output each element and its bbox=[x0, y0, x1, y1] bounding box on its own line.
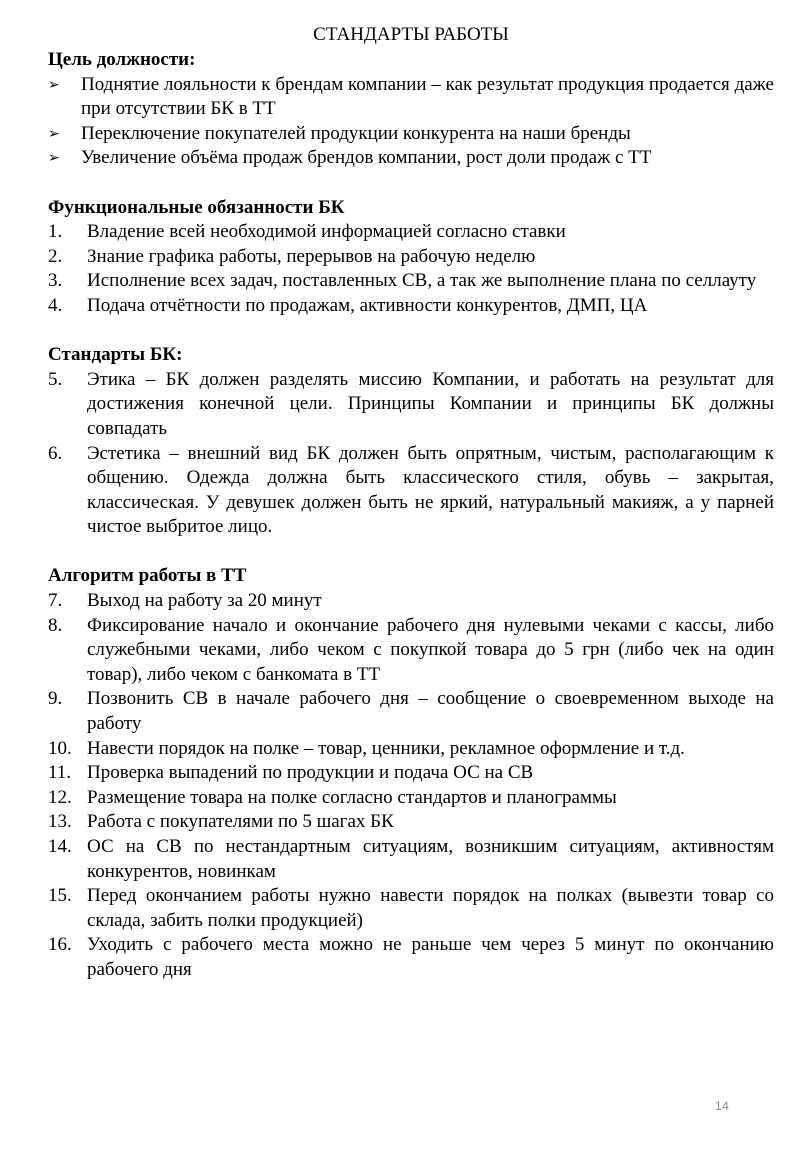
list-item bbox=[48, 614, 774, 688]
list-item bbox=[48, 884, 774, 933]
item-text: Работа с покупателями по 5 шагах БК bbox=[87, 811, 394, 833]
item-number: 5. bbox=[48, 368, 63, 390]
item-text: Знание графика работы, перерывов на рабочую неделю bbox=[87, 245, 536, 267]
item-text: Подача отчётности по продажам, активности конкурентов, ДМП, ЦА bbox=[87, 294, 648, 316]
list-item bbox=[48, 269, 774, 294]
item-number: 1. bbox=[48, 221, 63, 243]
page-title: СТАНДАРТЫ РАБОТЫ bbox=[313, 24, 509, 45]
item-number: 10. bbox=[48, 737, 72, 759]
list-item bbox=[48, 810, 774, 835]
arrowhead-bullet-icon: ➢ bbox=[48, 125, 60, 142]
goal-item: ➢ Поднятие лояльности к брендам компании – как результат продукция продается даже при отсутствии БК в ТТ bbox=[48, 73, 774, 120]
list-item bbox=[48, 761, 774, 786]
item-number: 12. bbox=[48, 786, 72, 808]
item-number: 4. bbox=[48, 294, 63, 316]
algorithm-heading: Алгоритм работы в ТТ bbox=[48, 565, 247, 587]
item-text: Фиксирование начало и окончание рабочего дня нулевыми чеками с кассы, либо служебными чеками, либо чеком с покупкой товара до 5 грн (либо чек на один товар), либо чеком с банкомата в ТТ bbox=[87, 614, 774, 685]
item-number: 7. bbox=[48, 590, 63, 612]
list-item bbox=[48, 786, 774, 811]
goal-item: ➢ Увеличение объёма продаж брендов компании, рост доли продаж с ТТ bbox=[48, 146, 774, 171]
item-text: Проверка выпадений по продукции и подача ОС на СВ bbox=[87, 762, 534, 784]
list-item bbox=[48, 368, 774, 442]
list-item bbox=[48, 220, 774, 245]
item-text: Исполнение всех задач, поставленных СВ, а так же выполнение плана по селлауту bbox=[87, 270, 757, 292]
item-text: ОС на СВ по нестандартным ситуациям, возникшим ситуациям, активностям конкурентов, новинкам bbox=[87, 836, 774, 882]
item-text: Позвонить СВ в начале рабочего дня – сообщение о своевременном выходе на работу bbox=[87, 688, 774, 735]
list-item bbox=[48, 589, 774, 614]
list-item bbox=[48, 835, 774, 884]
item-text: Выход на работу за 20 минут bbox=[87, 590, 322, 612]
list-item bbox=[48, 737, 774, 762]
list-item bbox=[48, 294, 774, 319]
list-item bbox=[48, 933, 774, 982]
item-text: Эстетика – внешний вид БК должен быть опрятным, чистым, располагающим к общению. Одежда должна быть классического стиля, обувь – закрытая, классическая. У девушек должен быть не яркий, натуральный макияж, а у парней чистое выбритое лицо. bbox=[87, 442, 774, 538]
item-text: Этика – БК должен разделять миссию Компании, и работать на результат для достижения конечной цели. Принципы Компании и принципы БК должны совпадать bbox=[87, 368, 774, 439]
item-number: 8. bbox=[48, 614, 63, 636]
duties-heading: Функциональные обязанности БК bbox=[48, 196, 345, 218]
document-body bbox=[48, 22, 774, 983]
item-number: 2. bbox=[48, 245, 63, 267]
item-number: 6. bbox=[48, 442, 63, 464]
list-item bbox=[48, 442, 774, 540]
item-number: 9. bbox=[48, 688, 63, 710]
list-item bbox=[48, 687, 774, 736]
goal-heading: Цель должности: bbox=[48, 49, 196, 70]
item-number: 15. bbox=[48, 885, 72, 907]
page-number: 14 bbox=[715, 1099, 730, 1113]
item-text: Владение всей необходимой информацией согласно ставки bbox=[87, 221, 566, 243]
standards-heading: Стандарты БК: bbox=[48, 344, 183, 366]
item-text: Перед окончанием работы нужно навести порядок на полках (вывезти товар со склада, забить полки продукцией) bbox=[87, 885, 774, 931]
list-item bbox=[48, 245, 774, 270]
item-text: Размещение товара на полке согласно стандартов и планограммы bbox=[87, 786, 617, 808]
item-text: Навести порядок на полке – товар, ценники, рекламное оформление и т.д. bbox=[87, 737, 685, 759]
item-number: 11. bbox=[48, 762, 72, 784]
item-text: Уходить с рабочего места можно не раньше чем через 5 минут по окончанию рабочего дня bbox=[87, 934, 774, 980]
goal-item: ➢ Переключение покупателей продукции конкурента на наши бренды bbox=[48, 122, 774, 147]
item-number: 13. bbox=[48, 811, 72, 833]
item-number: 14. bbox=[48, 836, 72, 857]
item-number: 3. bbox=[48, 270, 63, 292]
arrowhead-bullet-icon: ➢ bbox=[48, 150, 60, 167]
item-number: 16. bbox=[48, 934, 72, 956]
arrowhead-bullet-icon: ➢ bbox=[48, 76, 60, 93]
